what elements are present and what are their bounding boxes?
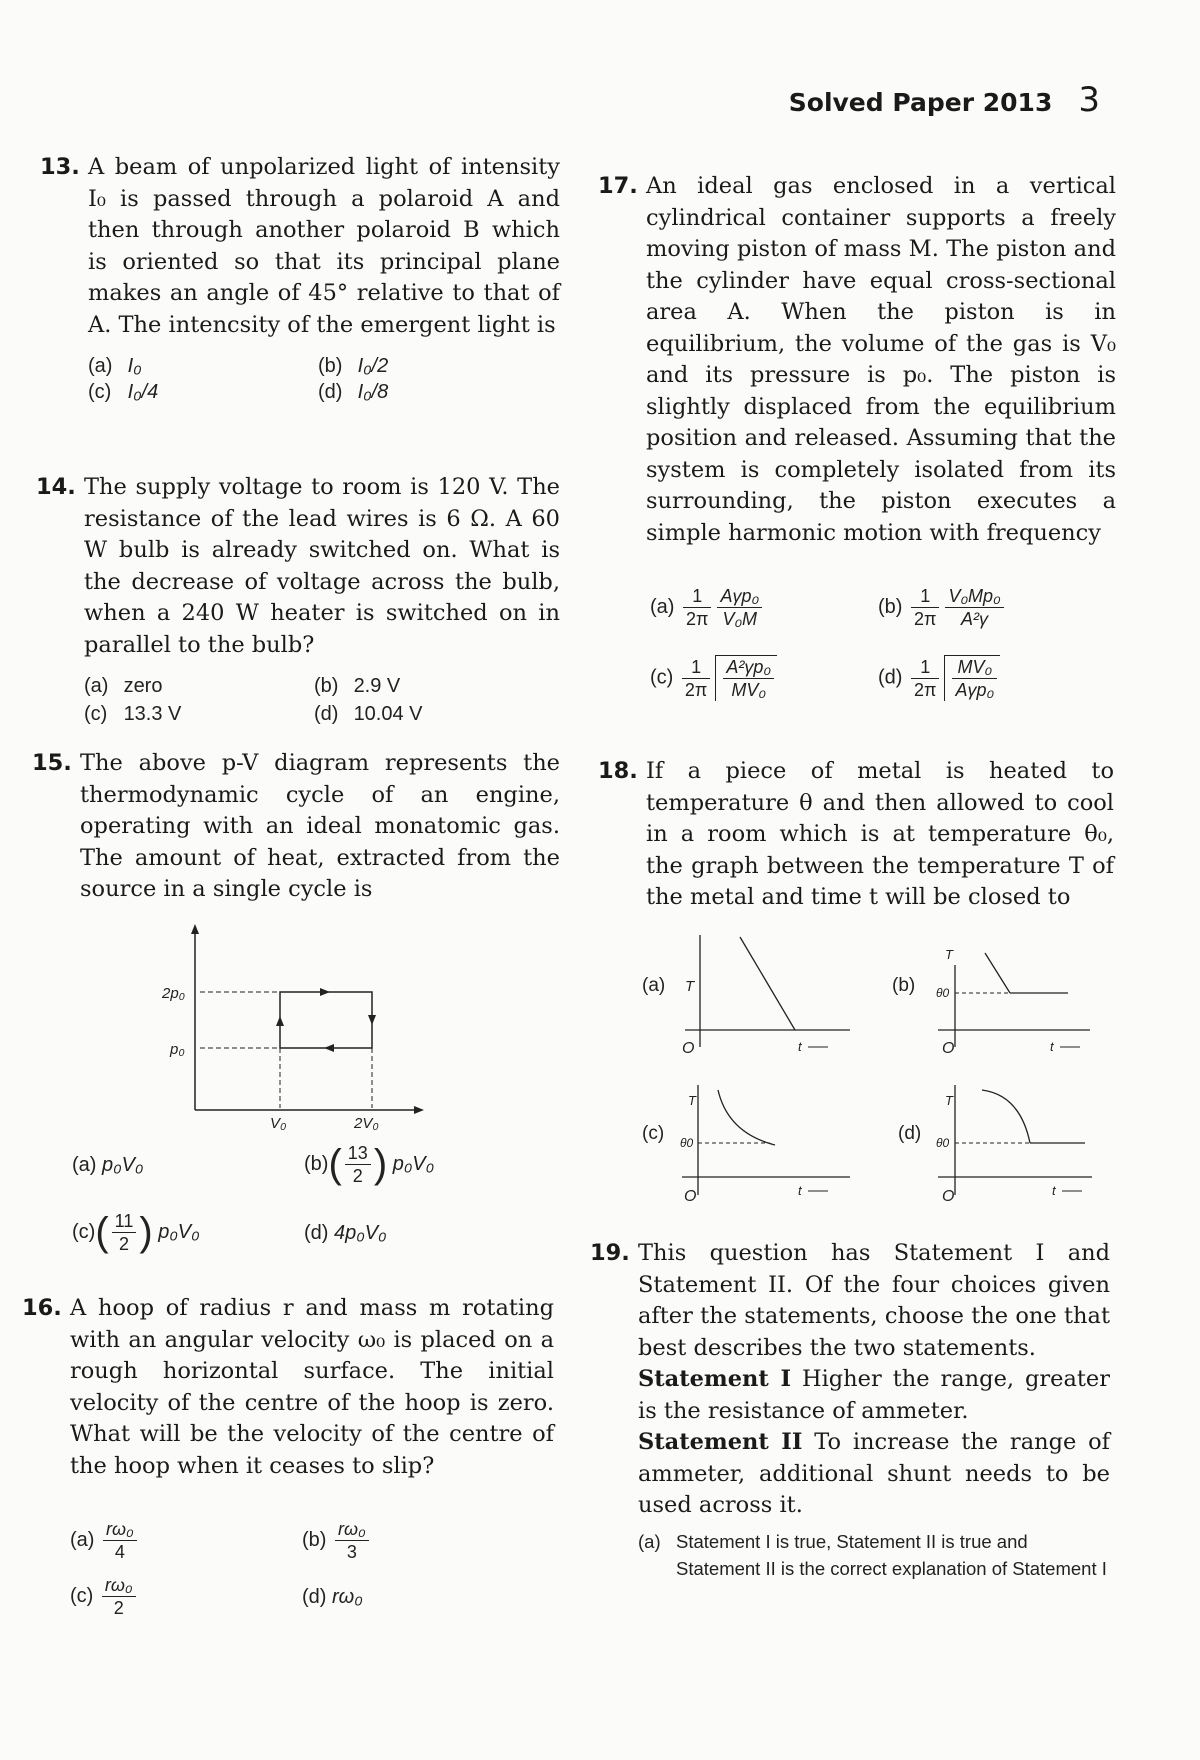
options [84, 671, 560, 725]
option-d-label: (d) [898, 1123, 922, 1144]
option-c[interactable]: (c) I₀/4 [88, 381, 159, 403]
graph-a-curve [740, 937, 795, 1030]
paper-title: Solved Paper 2013 [788, 88, 1053, 117]
option-b[interactable]: (b) $\frac{\text{rω₀}}{3}$ [302, 1518, 372, 1563]
question-16 [22, 1293, 554, 1482]
graph-b-drop [985, 953, 1010, 993]
graph-d-O: O [942, 1188, 955, 1205]
option-d[interactable]: (d) rω₀ [302, 1586, 363, 1608]
graph-b-T: T [945, 947, 953, 962]
arrow-top [320, 988, 330, 996]
q16-options [70, 1518, 490, 1638]
option-d[interactable]: (d) I₀/8 [318, 381, 389, 403]
graph-a-t: t [798, 1039, 802, 1054]
x-axis-arrow [414, 1106, 424, 1114]
q18-graphs [630, 925, 1110, 1210]
y-axis-arrow [191, 924, 199, 934]
graph-d-theta0: θ0 [936, 1136, 950, 1150]
question-15 [32, 748, 560, 906]
label-p0: p₀ [170, 1041, 185, 1058]
label-v0: V₀ [270, 1115, 287, 1130]
graph-b-theta0: θ0 [936, 986, 950, 1000]
question-14 [36, 472, 560, 725]
question-stem: An ideal gas enclosed in a vertical cylindrical container supports a freely moving piston of mass M. The piston and the cylinder have equal cross-sectional area A. When the piston is in equilibrium, the volume of the gas is V₀ and its pressure is p₀. The piston is slightly displaced from the equilibrium position and released. Assuming that the system is completely isolated from its surrounding, the piston executes a simple harmonic motion with frequency [646, 173, 1116, 546]
question-number: 17. [598, 173, 638, 199]
question-number: 18. [598, 758, 638, 784]
option-a[interactable]: (a) zero [84, 675, 163, 697]
option-a[interactable]: (a) $\frac{1}{2\pi}$ $\frac{\text{Aγp₀}}{\text{V₀M}}$ [650, 585, 765, 630]
option-b[interactable]: (b) I₀/2 [318, 355, 389, 377]
option-c[interactable]: (c) $\frac{\text{rω₀}}{2}$ [70, 1574, 139, 1619]
option-a[interactable]: (a) I₀ [88, 355, 142, 377]
q17-options [650, 585, 1110, 735]
question-stem: A beam of unpolarized light of intensity I₀ is passed through a polaroid A and then through another polaroid B which is oriented so that its principal plane makes an angle of 45° relative to that of A. The intencsity of the emergent light is [88, 154, 560, 338]
option-d[interactable]: (d) 4p₀V₀ [304, 1222, 387, 1244]
statement-2-text: To increase the range of ammeter, additional shunt needs to be used across it. [638, 1429, 1111, 1518]
graph-d-curve [982, 1090, 1030, 1143]
option-d[interactable]: (d) 10.04 V [314, 703, 423, 725]
graph-c-curve [718, 1090, 775, 1145]
graph-c-t: t [798, 1183, 802, 1198]
question-stem: The above p-V diagram represents the thermodynamic cycle of an engine, operating with an ideal monatomic gas. The amount of heat, extracted from the source in a single cycle is [80, 750, 560, 902]
graph-c-O: O [684, 1188, 697, 1205]
question-number: 16. [22, 1295, 62, 1321]
cycle-rectangle [280, 992, 372, 1048]
question-number: 13. [40, 154, 80, 180]
options [88, 351, 560, 405]
option-b[interactable]: (b) $\frac{1}{2\pi}$ $\frac{\text{V₀Mp₀}}{\text{A²γ}}$ [878, 585, 1007, 630]
graph-c-T: T [688, 1093, 696, 1108]
option-b[interactable]: (b) 2.9 V [314, 675, 401, 697]
question-stem [638, 1238, 1110, 1522]
label-2p0: 2p₀ [162, 985, 186, 1002]
option-b[interactable]: (b)( $\frac{13}{2}$ ) p₀V₀ [304, 1142, 435, 1186]
option-c-label: (c) [642, 1123, 665, 1144]
graph-b-O: O [942, 1040, 955, 1057]
option-a[interactable]: (a) $\frac{\text{rω₀}}{4}$ [70, 1518, 140, 1563]
q15-options [72, 1142, 492, 1260]
pv-diagram [150, 920, 440, 1130]
arrow-right [368, 1015, 376, 1025]
graph-d-T: T [945, 1093, 953, 1108]
question-stem: A hoop of radius r and mass m rotating with an angular velocity ω₀ is placed on a rough horizontal surface. The initial velocity of the centre of the hoop is zero. What will be the velocity of the centre of the hoop when it ceases to slip? [70, 1295, 554, 1479]
option-c[interactable]: (c)( $\frac{11}{2}$ ) p₀V₀ [72, 1210, 200, 1254]
option-b-label: (b) [892, 975, 916, 996]
arrow-left [276, 1016, 284, 1026]
option-d[interactable]: (d) $\frac{1}{2\pi}$ $\frac{\text{MV₀}}{\text{Aγp₀}}$ [878, 655, 1000, 701]
question-19 [590, 1238, 1110, 1582]
graph-d-t: t [1052, 1183, 1056, 1198]
question-number: 15. [32, 750, 72, 776]
option-a-label: (a) [642, 975, 666, 996]
option-c[interactable]: (c) $\frac{1}{2\pi}$ $\frac{\text{A²γp₀}}{\text{MV₀}}$ [650, 655, 777, 701]
statement-1-label: Statement I [638, 1366, 791, 1392]
question-stem: If a piece of metal is heated to temperature θ and then allowed to cool in a room which is at temperature θ₀, the graph between the temperature T of the metal and time t will be closed to [646, 758, 1114, 910]
graph-a-O: O [682, 1040, 695, 1057]
option-a[interactable]: (a) p₀V₀ [72, 1154, 144, 1176]
question-number: 14. [36, 474, 76, 500]
question-number: 19. [590, 1240, 630, 1266]
stem-text: This question has Statement I and Statement II. Of the four choices given after the statements, choose the one that best describes the two statements. [638, 1240, 1110, 1361]
graph-c-theta0: θ0 [680, 1136, 694, 1150]
page-number: 3 [1078, 80, 1100, 120]
question-17 [598, 171, 1116, 549]
arrow-bottom [324, 1044, 334, 1052]
statement-2-label: Statement II [638, 1429, 803, 1455]
page-header [789, 80, 1100, 120]
graph-b-t: t [1050, 1039, 1054, 1054]
statement-1-text: Higher the range, greater is the resistance of ammeter. [638, 1366, 1111, 1424]
graph-a-T: T [685, 978, 695, 995]
question-stem: The supply voltage to room is 120 V. The resistance of the lead wires is 6 Ω. A 60 W bulb is already switched on. What is the decrease of voltage across the bulb, when a 240 W heater is switched on in parallel to the bulb? [84, 474, 560, 658]
option-c[interactable]: (c) 13.3 V [84, 703, 182, 725]
label-2v0: 2V₀ [354, 1115, 379, 1130]
question-18 [598, 756, 1114, 914]
option-a[interactable]: (a) Statement I is true, Statement II is true and Statement II is the correct explanation of Statement I [638, 1530, 1107, 1579]
question-13 [40, 152, 560, 405]
